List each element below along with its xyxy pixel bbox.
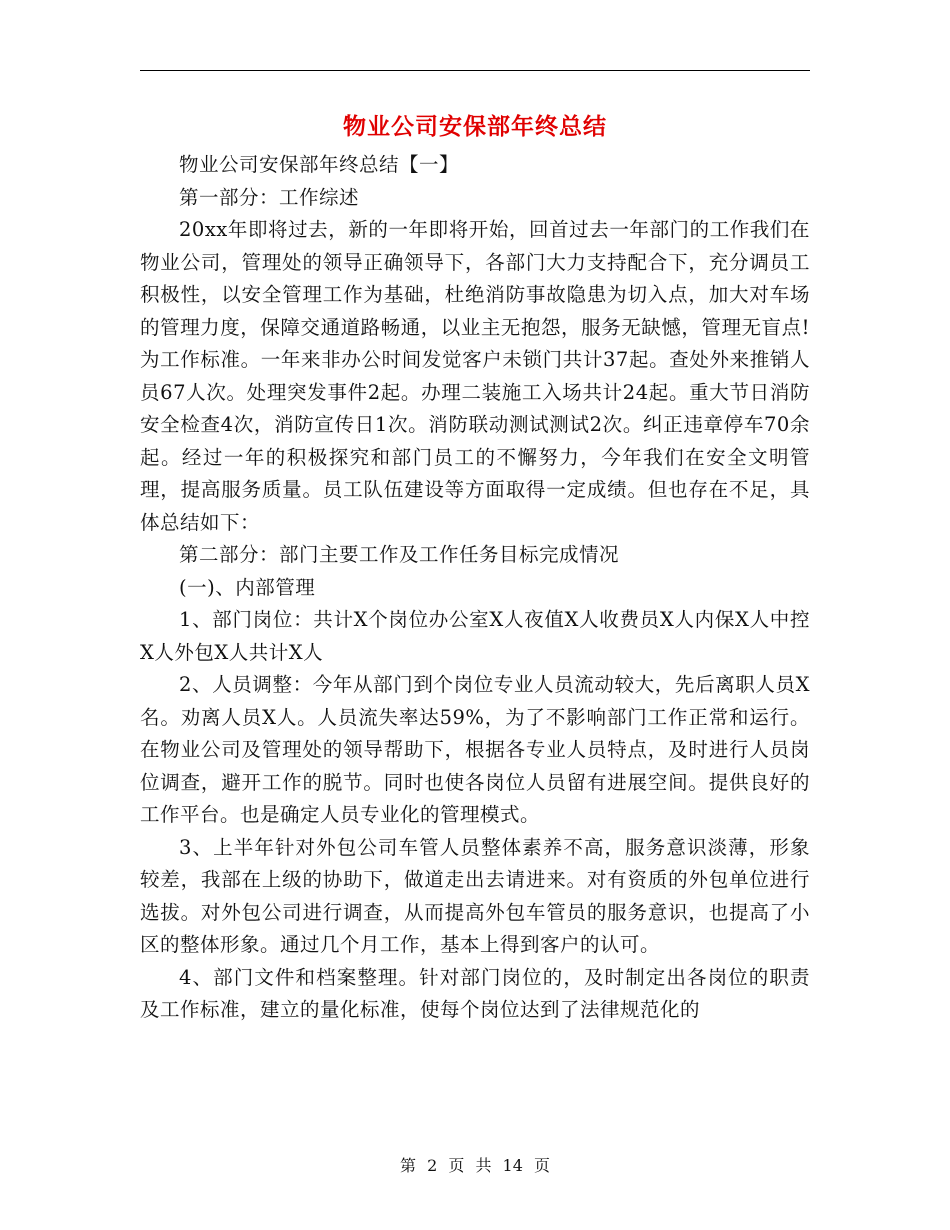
subsection-heading: (一)、内部管理 (179, 575, 316, 599)
body-paragraph: 1、部门岗位：共计X个岗位办公室X人夜值X人收费员X人内保X人中控X人外包X人共计X人 (140, 608, 810, 664)
header-rule (140, 70, 810, 71)
body-paragraph: 20xx年即将过去，新的一年即将开始，回首过去一年部门的工作我们在物业公司，管理处的领导正确领导下，各部门大力支持配合下，充分调员工积极性，以安全管理工作为基础，杜绝消防事故隐患为切入点，加大对车场的管理力度，保障交通道路畅通，以业主无抱怨，服务无缺憾，管理无盲点!为工作标准。一年来非办公时间发觉客户未锁门共计37起。查处外来推销人员67人次。处理突发事件2起。办理二装施工入场共计24起。重大节日消防安全检查4次，消防宣传日1次。消防联动测试测试2次。纠正违章停车70余起。经过一年的积极探究和部门员工的不懈努力，今年我们在安全文明管理，提高服务质量。员工队伍建设等方面取得一定成绩。但也存在不足，具体总结如下： (140, 218, 810, 534)
body-paragraph: 4、部门文件和档案整理。针对部门岗位的，及时制定出各岗位的职责及工作标准，建立的量化标准，使每个岗位达到了法律规范化的 (140, 965, 810, 1021)
body-paragraph: 2、人员调整：今年从部门到个岗位专业人员流动较大，先后离职人员X名。劝离人员X人。人员流失率达59%，为了不影响部门工作正常和运行。在物业公司及管理处的领导帮助下，根据各专业人员特点，及时进行人员岗位调查，避开工作的脱节。同时也使各岗位人员留有进展空间。提供良好的工作平台。也是确定人员专业化的管理模式。 (140, 673, 810, 826)
document-title: 物业公司安保部年终总结 (343, 113, 607, 140)
part-heading: 第二部分：部门主要工作及工作任务目标完成情况 (179, 543, 620, 566)
body-paragraph: 3、上半年针对外包公司车管人员整体素养不高，服务意识淡薄，形象较差，我部在上级的协助下，做道走出去请进来。对有资质的外包单位进行选拔。对外包公司进行调查，从而提高外包车管员的服务意识，也提高了小区的整体形象。通过几个月工作，基本上得到客户的认可。 (140, 835, 810, 956)
document-body (140, 149, 810, 1027)
page-number: 第 2 页 共 14 页 (400, 1156, 550, 1175)
section-heading: 物业公司安保部年终总结【一】 (179, 153, 460, 176)
part-heading: 第一部分：工作综述 (179, 185, 360, 209)
